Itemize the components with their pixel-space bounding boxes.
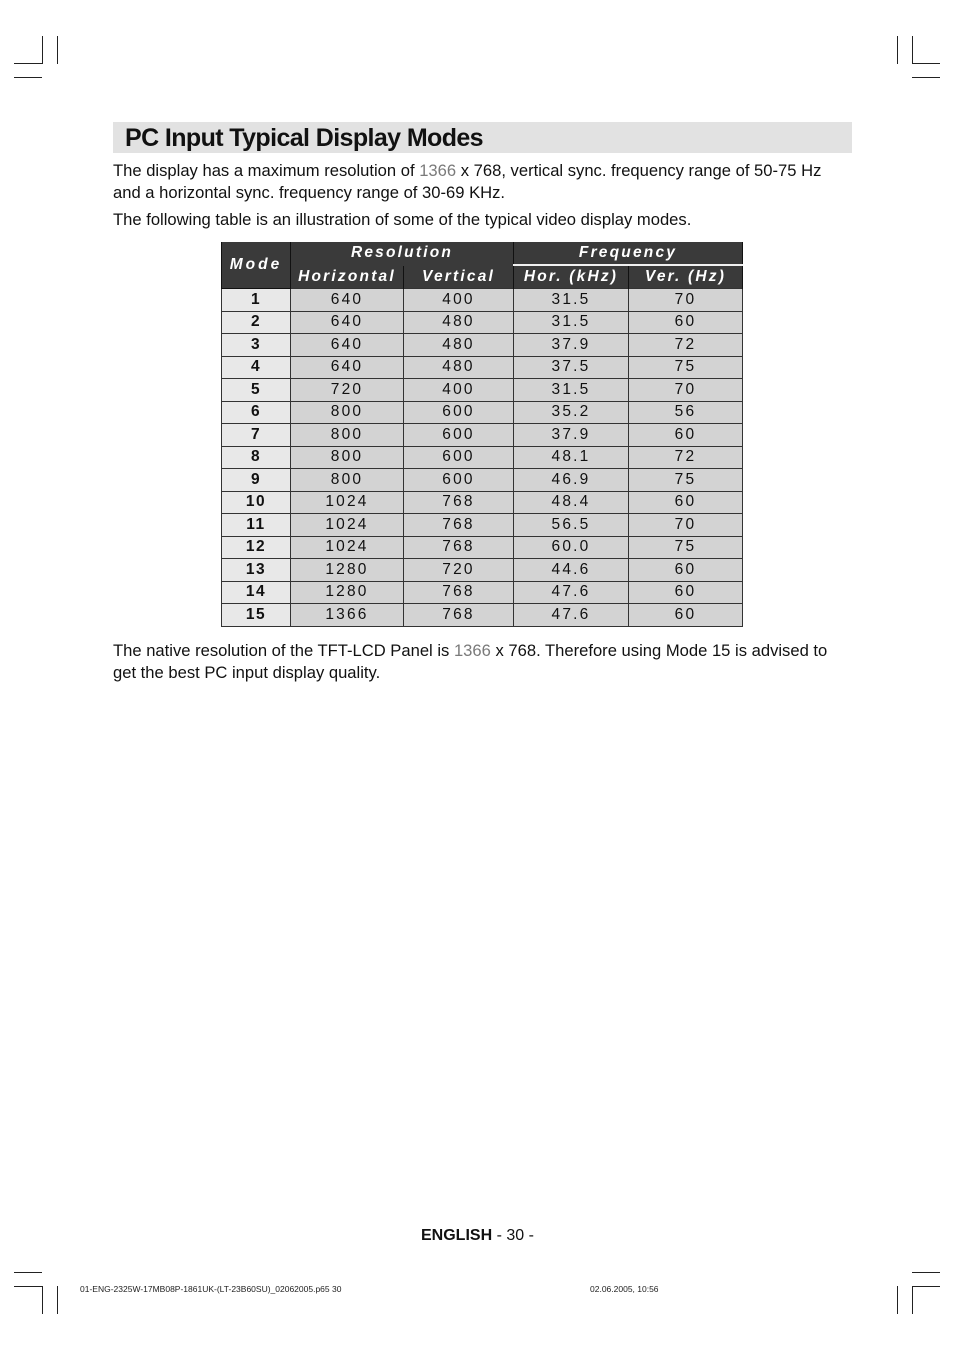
slug-file: 01-ENG-2325W-17MB08P-1861UK-(LT-23B60SU)_02062005.p65 xyxy=(80,1284,330,1294)
ver-hz-cell: 75 xyxy=(629,536,743,559)
resolution-group-header: Resolution xyxy=(291,242,514,265)
horizontal-cell: 1366 xyxy=(291,604,404,627)
hor-khz-cell: 47.6 xyxy=(514,604,629,627)
vertical-cell: 768 xyxy=(404,536,514,559)
table-row xyxy=(222,401,743,424)
horizontal-cell: 1024 xyxy=(291,491,404,514)
vertical-cell: 768 xyxy=(404,604,514,627)
ver-hz-cell: 72 xyxy=(629,446,743,469)
frequency-group-header: Frequency xyxy=(514,242,743,265)
vertical-cell: 600 xyxy=(404,401,514,424)
mode-cell: 3 xyxy=(222,334,291,357)
vertical-cell: 480 xyxy=(404,311,514,334)
hor-khz-column-header: Hor. (kHz) xyxy=(514,265,629,289)
hor-khz-cell: 48.1 xyxy=(514,446,629,469)
hor-khz-cell: 46.9 xyxy=(514,469,629,492)
ver-hz-cell: 70 xyxy=(629,379,743,402)
vertical-cell: 768 xyxy=(404,581,514,604)
ver-hz-cell: 60 xyxy=(629,491,743,514)
table-row xyxy=(222,379,743,402)
vertical-cell: 400 xyxy=(404,379,514,402)
hor-khz-cell: 31.5 xyxy=(514,311,629,334)
intro-text-start: The display has a maximum resolution of xyxy=(113,161,420,180)
language-label: ENGLISH xyxy=(421,1227,493,1244)
horizontal-cell: 800 xyxy=(291,424,404,447)
table-row xyxy=(222,581,743,604)
hor-khz-cell: 31.5 xyxy=(514,289,629,312)
native-resolution-highlight: 1366 xyxy=(453,641,491,660)
hor-khz-cell: 48.4 xyxy=(514,491,629,514)
table-row xyxy=(222,446,743,469)
slug-page-number: 30 xyxy=(332,1284,342,1294)
page-title: PC Input Typical Display Modes xyxy=(125,124,483,152)
page-number: - 30 - xyxy=(492,1227,534,1244)
hor-khz-cell: 60.0 xyxy=(514,536,629,559)
intro-text-end: x 768, vertical sync. frequency range of 50-75 Hz and a horizontal sync. frequency range of 30-69 KHz. xyxy=(113,161,822,202)
mode-cell: 15 xyxy=(222,604,291,627)
table-row xyxy=(222,559,743,582)
ver-hz-cell: 70 xyxy=(629,514,743,537)
horizontal-cell: 640 xyxy=(291,356,404,379)
mode-cell: 5 xyxy=(222,379,291,402)
ver-hz-cell: 60 xyxy=(629,581,743,604)
mode-cell: 14 xyxy=(222,581,291,604)
horizontal-cell: 640 xyxy=(291,289,404,312)
vertical-cell: 768 xyxy=(404,491,514,514)
table-row xyxy=(222,311,743,334)
mode-cell: 1 xyxy=(222,289,291,312)
table-row xyxy=(222,424,743,447)
max-resolution-highlight: 1366 xyxy=(419,161,457,180)
mode-cell: 11 xyxy=(222,514,291,537)
ver-hz-cell: 56 xyxy=(629,401,743,424)
vertical-cell: 720 xyxy=(404,559,514,582)
horizontal-cell: 1280 xyxy=(291,559,404,582)
outro-text-start: The native resolution of the TFT-LCD Panel is xyxy=(113,641,454,660)
table-row xyxy=(222,356,743,379)
intro-paragraph-1 xyxy=(113,160,853,204)
mode-cell: 4 xyxy=(222,356,291,379)
table-row xyxy=(222,334,743,357)
mode-cell: 13 xyxy=(222,559,291,582)
horizontal-cell: 1024 xyxy=(291,514,404,537)
vertical-column-header: Vertical xyxy=(404,265,514,289)
intro-paragraph-2: The following table is an illustration of some of the typical video display modes. xyxy=(113,210,692,229)
vertical-cell: 600 xyxy=(404,469,514,492)
horizontal-cell: 800 xyxy=(291,469,404,492)
hor-khz-cell: 31.5 xyxy=(514,379,629,402)
vertical-cell: 600 xyxy=(404,446,514,469)
hor-khz-cell: 56.5 xyxy=(514,514,629,537)
table-row xyxy=(222,289,743,312)
ver-hz-cell: 60 xyxy=(629,559,743,582)
mode-cell: 6 xyxy=(222,401,291,424)
vertical-cell: 768 xyxy=(404,514,514,537)
ver-hz-cell: 60 xyxy=(629,424,743,447)
ver-hz-cell: 60 xyxy=(629,604,743,627)
display-modes-table xyxy=(221,242,743,627)
horizontal-cell: 800 xyxy=(291,401,404,424)
ver-hz-cell: 60 xyxy=(629,311,743,334)
mode-cell: 2 xyxy=(222,311,291,334)
title-bar xyxy=(113,122,852,153)
hor-khz-cell: 37.9 xyxy=(514,424,629,447)
mode-cell: 9 xyxy=(222,469,291,492)
table-row xyxy=(222,491,743,514)
mode-cell: 12 xyxy=(222,536,291,559)
vertical-cell: 480 xyxy=(404,356,514,379)
ver-hz-cell: 75 xyxy=(629,469,743,492)
horizontal-cell: 720 xyxy=(291,379,404,402)
outro-text-end: x 768. Therefore using Mode 15 is advised to get the best PC input display quality. xyxy=(113,641,828,682)
ver-hz-cell: 70 xyxy=(629,289,743,312)
mode-cell: 10 xyxy=(222,491,291,514)
native-resolution-paragraph xyxy=(113,640,853,684)
table-row xyxy=(222,469,743,492)
hor-khz-cell: 37.5 xyxy=(514,356,629,379)
hor-khz-cell: 44.6 xyxy=(514,559,629,582)
ver-hz-cell: 75 xyxy=(629,356,743,379)
print-slug-filename xyxy=(80,1284,341,1294)
page-footer xyxy=(421,1227,534,1245)
horizontal-column-header: Horizontal xyxy=(291,265,404,289)
hor-khz-cell: 47.6 xyxy=(514,581,629,604)
vertical-cell: 400 xyxy=(404,289,514,312)
mode-cell: 8 xyxy=(222,446,291,469)
mode-cell: 7 xyxy=(222,424,291,447)
horizontal-cell: 1024 xyxy=(291,536,404,559)
vertical-cell: 600 xyxy=(404,424,514,447)
horizontal-cell: 640 xyxy=(291,311,404,334)
horizontal-cell: 640 xyxy=(291,334,404,357)
hor-khz-cell: 37.9 xyxy=(514,334,629,357)
horizontal-cell: 1280 xyxy=(291,581,404,604)
ver-hz-cell: 72 xyxy=(629,334,743,357)
table-row xyxy=(222,536,743,559)
ver-hz-column-header: Ver. (Hz) xyxy=(629,265,743,289)
mode-column-header: Mode xyxy=(222,242,291,289)
vertical-cell: 480 xyxy=(404,334,514,357)
table-row xyxy=(222,514,743,537)
horizontal-cell: 800 xyxy=(291,446,404,469)
hor-khz-cell: 35.2 xyxy=(514,401,629,424)
print-slug-timestamp: 02.06.2005, 10:56 xyxy=(590,1284,659,1294)
table-row xyxy=(222,604,743,627)
